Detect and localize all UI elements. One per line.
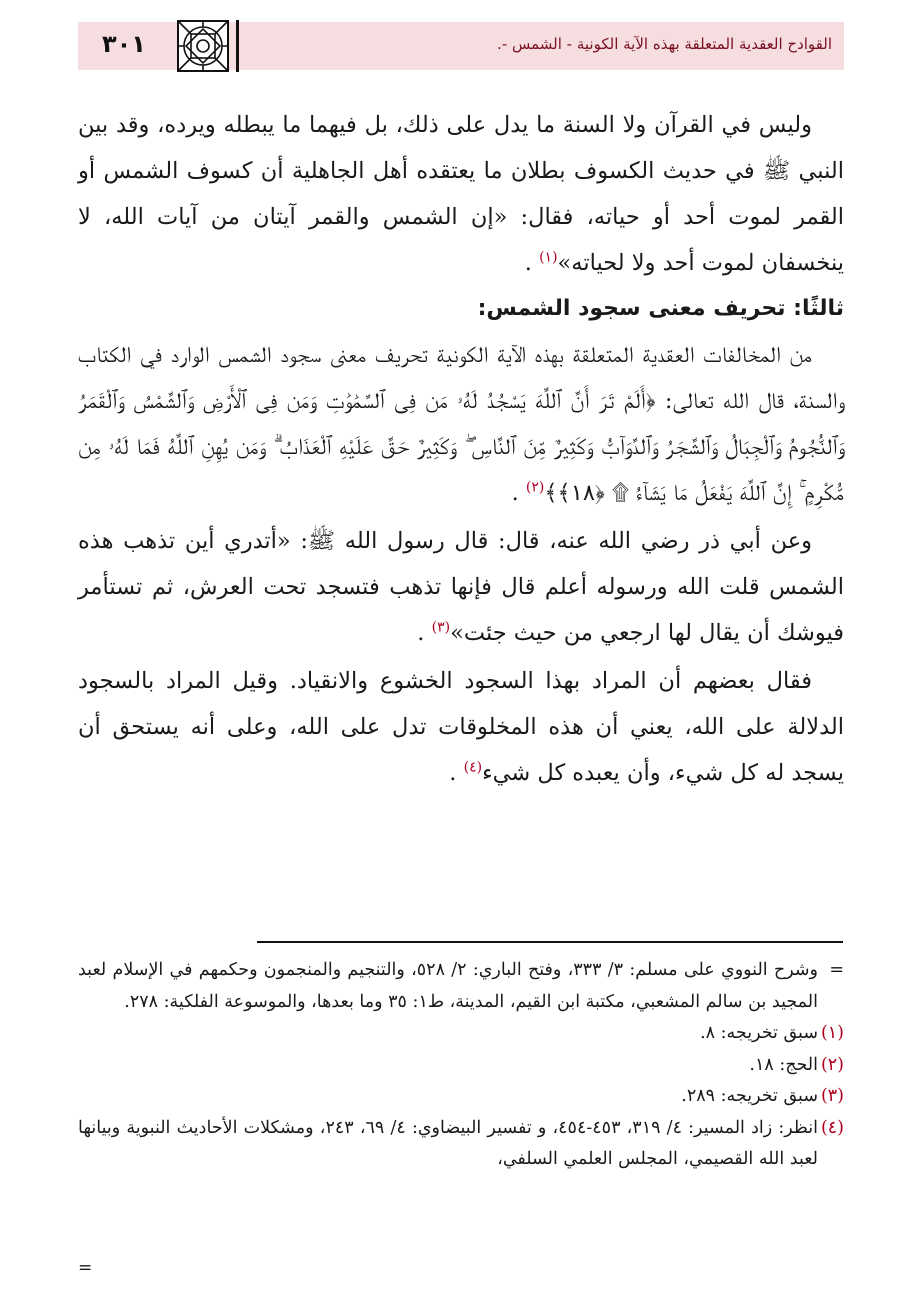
footnote-2: (٢) الحج: ١٨. xyxy=(78,1050,844,1082)
footnote-continues-mark: = xyxy=(78,1258,93,1278)
footnote-4: (٤) انظر: زاد المسير: ٤/ ٣١٩، ٤٥٣-٤٥٤، و تفسير البيضاوي: ٤/ ٦٩، ٢٤٣، ومشكلات الأحاديث النبوية وبيانها لعبد الله القصيمي، المجلس العلمي السلفي، xyxy=(78,1113,844,1176)
paragraph-1: وليس في القرآن ولا السنة ما يدل على ذلك، بل فيهما ما يبطله ويرده، وقد بين النبي ﷺ في حديث الكسوف بطلان ما يعتقده أهل الجاهلية أن كسوف الشمس أو القمر لموت أحد أو حياته، فقال: «إن الشمس والقمر آيتان من آيات الله، لا ينخسفان لموت أحد ولا لحياته»$^{(١)}$ . xyxy=(78,112,844,276)
paragraph-3: وعن أبي ذر رضي الله عنه، قال: قال رسول الله ﷺ: «أتدري أين تذهب هذه الشمس قلت الله ورسوله أعلم قال فإنها تذهب فتسجد تحت العرش، ثم تستأمر فيوشك أن يقال لها ارجعي من حيث جئت»$^{(٣)}$ . xyxy=(78,528,844,646)
footnote-continuation: = وشرح النووي على مسلم: ٣/ ٣٣٣، وفتح الباري: ٢/ ٥٢٨، والتنجيم والمنجمون وحكمهم في الإسلام لعبد المجيد بن سالم المشعبي، مكتبة ابن القيم، المدينة، ط١: ٣٥ وما بعدها، والموسوعة الفلكية: ٢٧٨. xyxy=(78,955,844,1018)
paragraph-2: من المخالفات العقدية المتعلقة بهذه الآية الكونية تحريف معنى سجود الشمس الوارد في الكتاب والسنة، قال الله تعالى: ﴿أَلَمْ تَرَ أَنَّ ٱللَّهَ يَسْجُدُ لَهُۥ مَن فِى ٱلسَّمَٰوَٰتِ وَمَن فِى ٱلْأَرْضِ وَٱلشَّمْسُ وَٱلْقَمَرُ وَٱلنُّجُومُ وَٱلْجِبَالُ وَٱلشَّجَرُ وَٱلدَّوَآبُّ وَكَثِيرٌ مِّنَ ٱلنَّاسِ ۖ وَكَثِيرٌ حَقَّ عَلَيْهِ ٱلْعَذَابُ ۗ وَمَن يُهِنِ ٱللَّهُ فَمَا لَهُۥ مِن مُّكْرِمٍ ۚ إِنَّ ٱللَّهَ يَفْعَلُ مَا يَشَآءُ ۩ ﴿١٨﴾﴾$^{(٢)}$ . xyxy=(78,342,844,506)
islamic-star-ornament-icon xyxy=(177,20,229,72)
footnote-ref-3[interactable]: (٣) xyxy=(431,619,451,636)
footnote-mark-1: (١) xyxy=(820,1023,844,1043)
footnote-ref-4[interactable]: (٤) xyxy=(463,759,483,776)
header-divider xyxy=(236,20,239,72)
continuation-mark: = xyxy=(829,960,844,980)
footnote-ref-2[interactable]: (٢) xyxy=(525,479,545,496)
footnote-3: (٣) سبق تخريجه: ٢٨٩. xyxy=(78,1081,844,1113)
footnote-divider xyxy=(257,941,843,943)
footnote-ref-1[interactable]: (١) xyxy=(539,249,558,266)
footnote-mark-4: (٤) xyxy=(820,1117,844,1138)
running-header-title: القوادح العقدية المتعلقة بهذه الآية الكونية - الشمس -. xyxy=(497,35,832,53)
footnotes xyxy=(78,955,844,1176)
footnote-mark-2: (٢) xyxy=(820,1054,844,1075)
section-heading: ثالثًا: تحريف معنى سجود الشمس: xyxy=(477,296,844,321)
page-number: ٣٠١ xyxy=(102,30,146,58)
main-text xyxy=(78,102,844,796)
paragraph-4: فقال بعضهم أن المراد بهذا السجود الخشوع والانقياد. وقيل المراد بالسجود الدلالة على الله، يعني أن هذه المخلوقات تدل على الله، وعلى أنه يستحق أن يسجد له كل شيء، وأن يعبده كل شيء$^{(٤)}$ . xyxy=(78,668,844,786)
footnote-mark-3: (٣) xyxy=(820,1086,844,1106)
footnote-1: (١) سبق تخريجه: ٨. xyxy=(78,1018,844,1050)
